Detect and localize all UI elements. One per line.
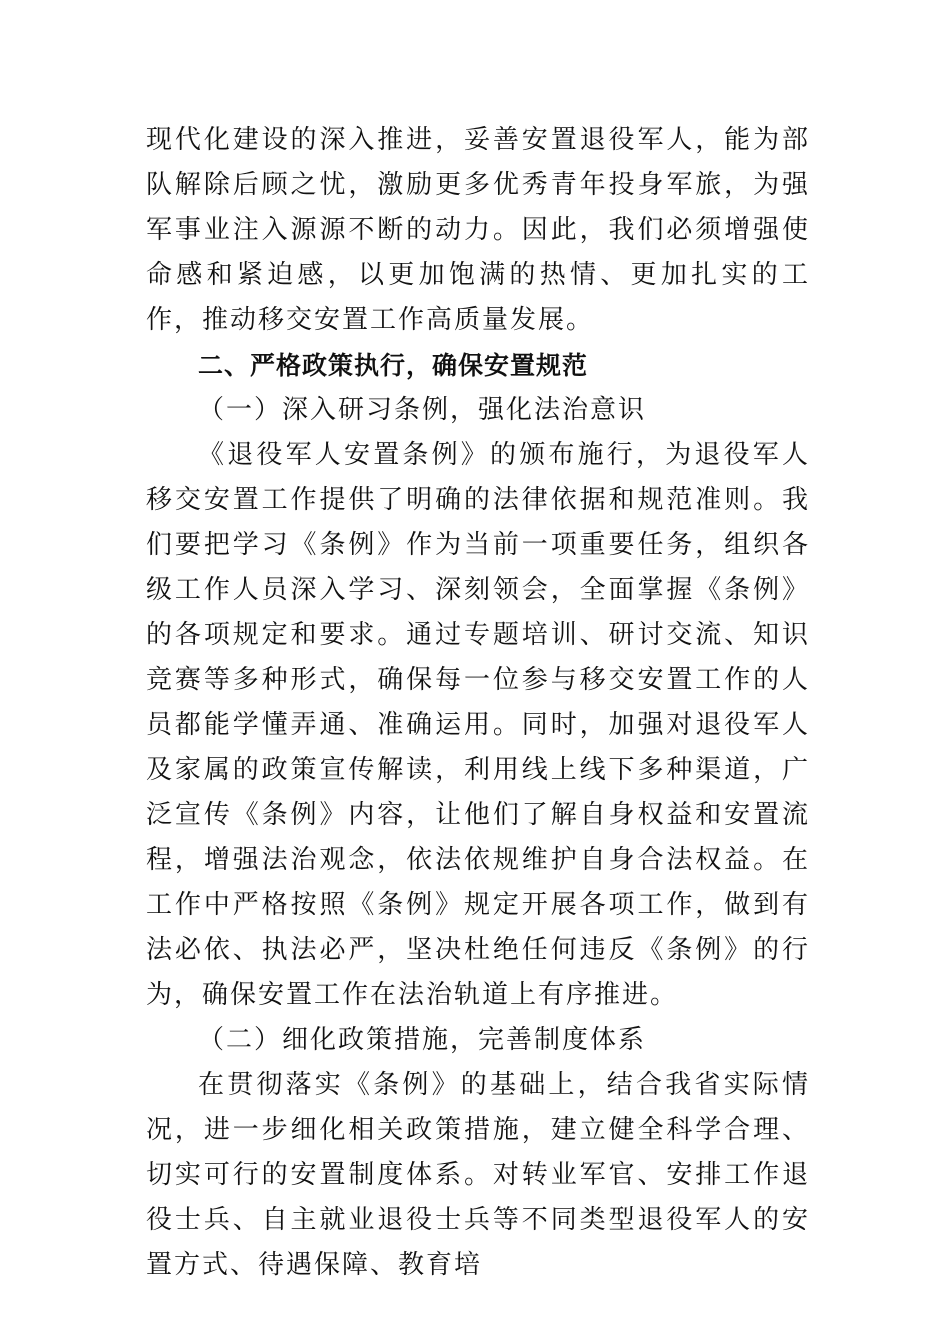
- section-heading-2: 二、严格政策执行，确保安置规范: [198, 351, 589, 380]
- document-page: [146, 118, 810, 1288]
- subsection-heading-2: （二）细化政策措施，完善制度体系: [198, 1025, 647, 1055]
- body-paragraph-2: 《退役军人安置条例》的颁布施行，为退役军人移交安置工作提供了明确的法律依据和规范准则。我们要把学习《条例》作为当前一项重要任务，组织各级工作人员深入学习、深刻领会，全面掌握《条例》的各项规定和要求。通过专题培训、研讨交流、知识竞赛等多种形式，确保每一位参与移交安置工作的人员都能学懂弄通、准确运用。同时，加强对退役军人及家属的政策宣传解读，利用线上线下多种渠道，广泛宣传《条例》内容，让他们了解自身权益和安置流程，增强法治观念，依法依规维护自身合法权益。在工作中严格按照《条例》规定开展各项工作，做到有法必依、执法必严，坚决杜绝任何违反《条例》的行为，确保安置工作在法治轨道上有序推进。: [146, 440, 810, 1010]
- body-paragraph-3: 在贯彻落实《条例》的基础上，结合我省实际情况，进一步细化相关政策措施，建立健全科学合理、切实可行的安置制度体系。对转业军官、安排工作退役士兵、自主就业退役士兵等不同类型退役军人的安置方式、待遇保障、教育培: [146, 1070, 810, 1280]
- subsection-heading-1: （一）深入研习条例，强化法治意识: [198, 395, 647, 425]
- body-paragraph-1: 现代化建设的深入推进，妥善安置退役军人，能为部队解除后顾之忧，激励更多优秀青年投身军旅，为强军事业注入源源不断的动力。因此，我们必须增强使命感和紧迫感，以更加饱满的热情、更加扎实的工作，推动移交安置工作高质量发展。: [146, 125, 810, 335]
